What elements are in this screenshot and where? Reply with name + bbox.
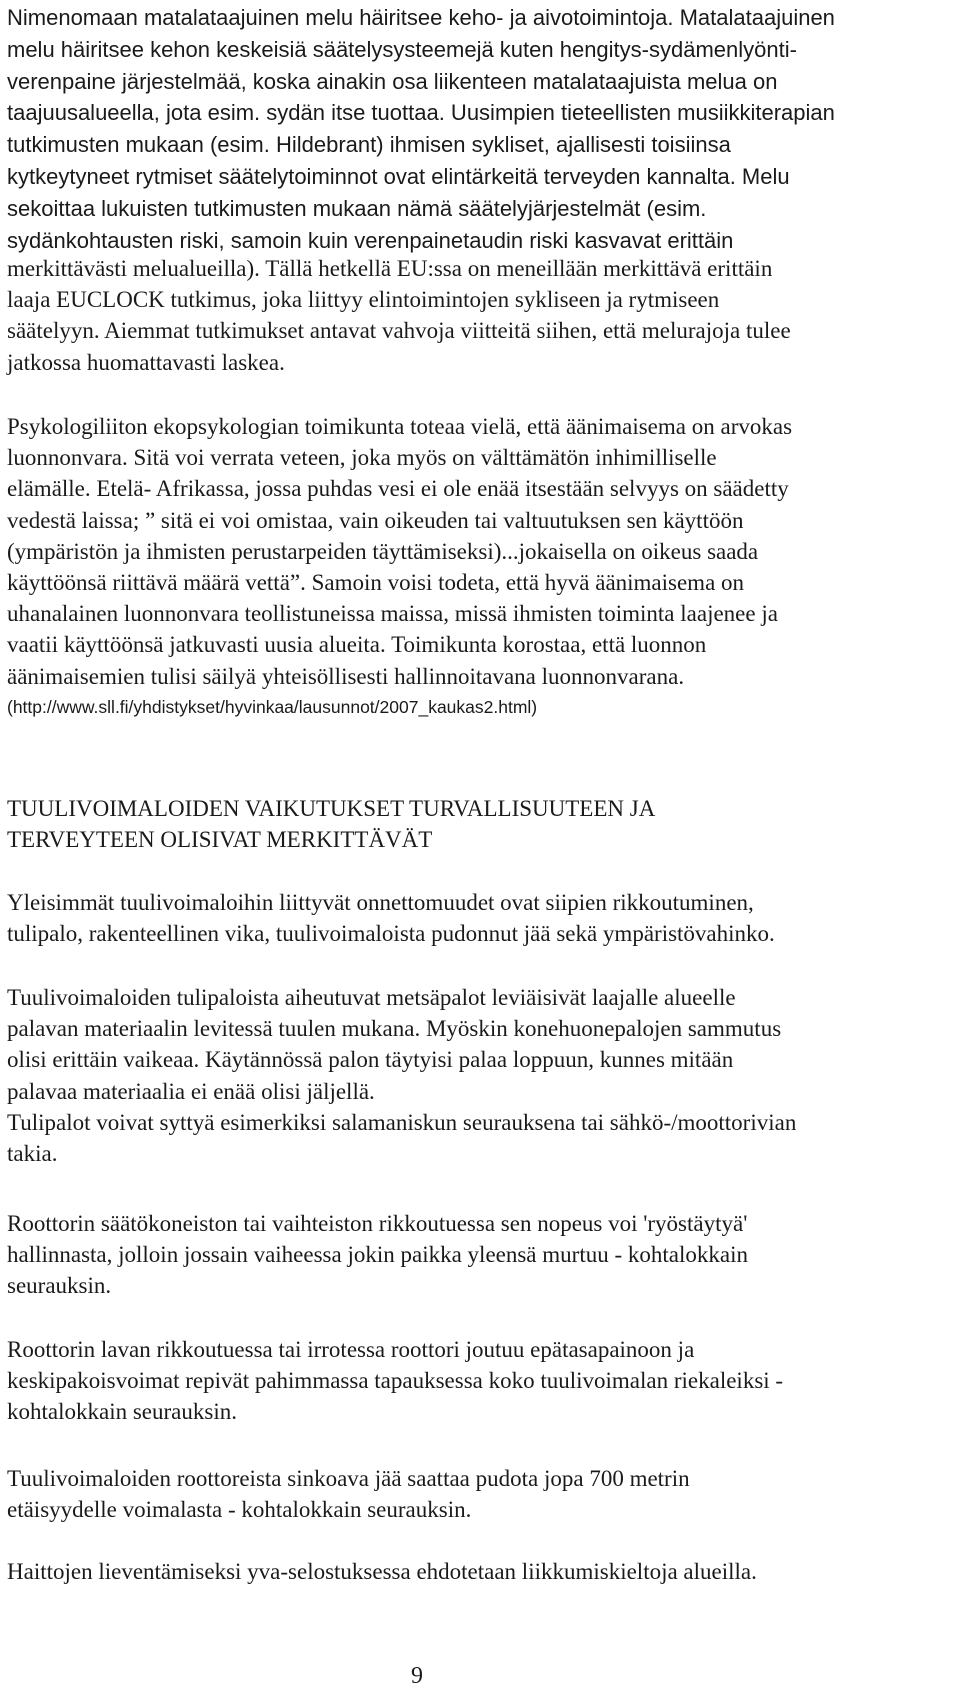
heading-line: TERVEYTEEN OLISIVAT MERKITTÄVÄT	[7, 827, 433, 853]
text-line: Roottorin säätökoneiston tai vaihteiston rikkoutuessa sen nopeus voi 'ryöstäytyä'	[7, 1211, 748, 1236]
text-line: tutkimusten mukaan (esim. Hildebrant) ihmisen sykliset, ajallisesti toisiinsa	[7, 132, 731, 158]
paragraph-mitigation	[7, 1556, 757, 1587]
source-url: (http://www.sll.fi/yhdistykset/hyvinkaa/lausunnot/2007_kaukas2.html)	[7, 696, 538, 717]
paragraph-common-accidents	[7, 887, 775, 949]
text-line: takia.	[7, 1141, 58, 1167]
text-line: Tulipalot voivat syttyä esimerkiksi salamaniskun seurauksena tai sähkö-/moottorivian	[7, 1109, 797, 1135]
text-line: (ympäristön ja ihmisten perustarpeiden täyttämiseksi)...jokaisella on oikeus saada	[7, 538, 759, 564]
text-line: Nimenomaan matalataajuinen melu häiritsee keho- ja aivotoimintoja. Matalataajuinen	[7, 5, 835, 30]
text-line: kohtalokkain seurauksin.	[7, 1399, 237, 1425]
text-line: uhanalainen luonnonvara teollistuneissa maissa, missä ihmisten toiminta laajenee ja	[7, 601, 778, 627]
text-line: jatkossa huomattavasti laskea.	[7, 349, 285, 375]
text-line: palavan materiaalin levitessä tuulen mukana. Myöskin konehuonepalojen sammutus	[7, 1016, 782, 1042]
text-line: elämälle. Etelä- Afrikassa, jossa puhdas vesi ei ole enää itsestään selvyys on säädetty	[7, 476, 789, 502]
text-line: palavaa materiaalia ei enää olisi jäljellä.	[7, 1078, 375, 1104]
text-line: keskipakoisvoimat repivät pahimmassa tapauksessa koko tuulivoimalan riekaleiksi -	[7, 1368, 784, 1394]
text-line: Roottorin lavan rikkoutuessa tai irrotessa roottori joutuu epätasapainoon ja	[7, 1337, 695, 1362]
text-line: Psykologiliiton ekopsykologian toimikunta toteaa vielä, että äänimaisema on arvokas	[7, 414, 793, 439]
text-line: sekoittaa lukuisten tutkimusten mukaan nämä säätelyjärjestelmät (esim.	[7, 195, 707, 221]
text-line: Tuulivoimaloiden tulipaloista aiheutuvat metsäpalot leviäisivät laajalle alueelle	[7, 985, 736, 1010]
text-line: vedestä laissa; ” sitä ei voi omistaa, vain oikeuden tai valtuutuksen sen käyttöön	[7, 507, 744, 533]
text-line: Haittojen lieventämiseksi yva-selostuksessa ehdotetaan liikkumiskieltoja alueilla.	[7, 1559, 757, 1584]
text-line: äänimaisemien tulisi säilyä yhteisöllisesti hallinnoitavana luonnonvarana.	[7, 663, 685, 689]
text-line: olisi erittäin vaikeaa. Käytännössä palon täytyisi palaa loppuun, kunnes mitään	[7, 1047, 734, 1073]
paragraph-low-frequency-noise	[7, 2, 835, 256]
text-line: sydänkohtausten riski, samoin kuin verenpainetaudin riski kasvavat erittäin	[7, 227, 734, 253]
page-number: 9	[411, 1663, 423, 1689]
heading-line: TUULIVOIMALOIDEN VAIKUTUKSET TURVALLISUUTEEN JA	[7, 796, 656, 821]
text-line: seurauksin.	[7, 1273, 112, 1299]
text-line: Tuulivoimaloiden roottoreista sinkoava jää saattaa pudota jopa 700 metrin	[7, 1466, 690, 1491]
text-line: luonnonvara. Sitä voi verrata veteen, joka myös on välttämätön inhimilliselle	[7, 445, 717, 471]
text-line: tulipalo, rakenteellinen vika, tuulivoimaloista pudonnut jää sekä ympäristövahinko.	[7, 921, 775, 947]
text-line: taajuusalueella, jota esim. sydän itse tuottaa. Uusimpien tieteellisten musiikkiterapian	[7, 100, 835, 126]
text-line: hallinnasta, jolloin jossain vaiheessa jokin paikka yleensä murtuu - kohtalokkain	[7, 1242, 748, 1268]
section-heading	[7, 793, 655, 855]
text-line: merkittävästi melualueilla). Tällä hetkellä EU:ssa on meneillään merkittävä erittäin	[7, 256, 773, 281]
text-line: vaatii käyttöönsä jatkuvasti uusia alueita. Toimikunta korostaa, että luonnon	[7, 632, 707, 658]
paragraph-ice-throw	[7, 1463, 690, 1525]
text-line: käyttöönsä riittävä määrä vettä”. Samoin voisi todeta, että hyvä äänimaisema on	[7, 570, 745, 596]
text-line: verenpaine järjestelmää, koska ainakin osa liikenteen matalataajuista melua on	[7, 68, 778, 94]
text-line: Yleisimmät tuulivoimaloihin liittyvät onnettomuudet ovat siipien rikkoutuminen,	[7, 890, 754, 915]
paragraph-rotor-blade	[7, 1334, 783, 1428]
text-line: etäisyydelle voimalasta - kohtalokkain seurauksin.	[7, 1497, 472, 1523]
text-line: säätelyyn. Aiemmat tutkimukset antavat vahvoja viitteitä siihen, että melurajoja tulee	[7, 318, 791, 344]
text-line: kytkeytyneet rytmiset säätelytoiminnot ovat elintärkeitä terveyden kannalta. Melu	[7, 163, 790, 189]
text-line: laaja EUCLOCK tutkimus, joka liittyy elintoimintojen sykliseen ja rytmiseen	[7, 287, 720, 313]
paragraph-rotor-control	[7, 1208, 748, 1302]
paragraph-soundscape-resource	[7, 411, 792, 723]
paragraph-fires	[7, 982, 796, 1169]
text-line: melu häiritsee kehon keskeisiä säätelysysteemejä kuten hengitys-sydämenlyönti-	[7, 36, 797, 62]
paragraph-euclock-continuation	[7, 253, 791, 378]
